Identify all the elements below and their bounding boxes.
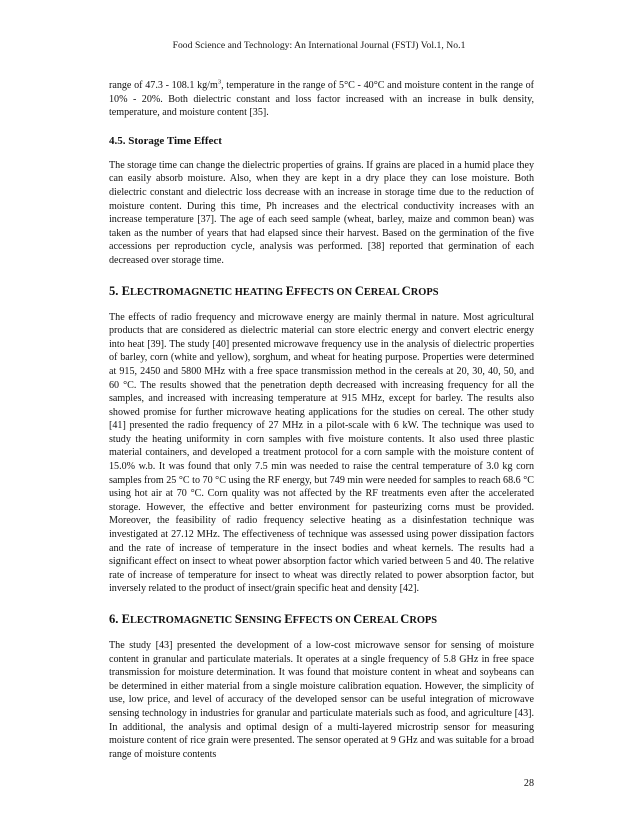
section-5-heading: 5. ELECTROMAGNETIC HEATING EFFECTS ON CEREAL CROPS: [109, 283, 439, 298]
running-header: Food Science and Technology: An International Journal (FSTJ) Vol.1, No.1: [172, 40, 466, 51]
section-6-heading: 6. ELECTROMAGNETIC SENSING EFFECTS ON CEREAL CROPS: [109, 612, 438, 626]
section-4-5-heading: 4.5. Storage Time Effect: [109, 134, 222, 147]
intro-text-a: range of 47.3 - 108.1 kg/m: [109, 80, 218, 91]
intro-text-b: , temperature in the range of 5°C - 40°C and moisture content in the range of 10% - 20%. Both dielectric constant and loss factor increased with an increase in bulk density, temperature, and moisture content [35].: [109, 80, 534, 119]
section-6-body: The study [43] presented the development of a low-cost microwave sensor for sensing of moisture content in granular and particulate materials. It operates at a single frequency of 5.8 GHz in free space transmission for moisture determination. It was found that moisture content in wheat and soybeans can be determined in either material from a single moisture calibration equation. However, the simplicity of use, low price, and level of accuracy of the developed sensor can be useful integration of microwave sensing technology in industries for granular and particulate materials such as food, and agriculture [43]. In additional, the analysis and optimal design of a multi-layered microstrip sensor for measuring moisture content of rice grain were presented. The sensor operated at 9 GHz and was suitable for a broad range of moisture contents: [109, 640, 534, 760]
page-content: [109, 79, 534, 761]
section-4-5-body: The storage time can change the dielectric properties of grains. If grains are placed in a humid place they can easily absorb moisture. Also, when they are kept in a dry place they can lose moisture. Both dielectric constant and dielectric loss decrease with an increase in storage time due to the reduction of moisture content. During this time, Ph increases and the electrical conductivity increases with an increase temperature [37]. The age of each seed sample (wheat, barley, maize and common bean) was taken as the number of years that had elapsed since their harvest. Based on the germination of the five accessions per reproduction cycle, analysis was performed. [38] reported that germination of each decreased over storage time.: [109, 159, 534, 266]
intro-paragraph: [109, 79, 534, 120]
section-5-body: The effects of radio frequency and microwave energy are mainly thermal in nature. Most agricultural products that are considered as dielectric material can store electric energy and convert electric energy into heat [39]. The study [40] presented microwave frequency use in the analysis of dielectric properties of barley, corn (white and yellow), sorghum, and wheat for heating purpose. Properties were determined at 915, 2450 and 5800 MHz with a free space transmission method in the cereals at 20, 30, 40, 50, and 60 °C. The results showed that the penetration depth decreased with increasing frequency for all the samples, and increased with increasing temperature at 915 MHz, except for barley. The results also showed promise for further microwave heating applications for the studies on cereal. The other study [41] presented the radio frequency of 27 MHz in a pilot-scale with 6 kW. The technique was used to study the heating uniformity in corn samples with five moisture contents. It also used three plastic material containers, and developed a treatment protocol for a corn sample with the moisture content of 15.0% w.b. It was found that only 7.5 min was needed to raise the central temperature of 3.0 kg corn samples from 25 °C to 70 °C using the RF energy, but 749 min were needed for samples to reach 68.6 °C using hot air at 70 °C. Corn quality was not affected by the RF treatments even after the accelerated storage. However, the effective and better environment for pasteurizing corns must be provided. Moreover, the feasibility of radio frequency selective heating as a disinfestation technique was investigated at 27.12 MHz. The effectiveness of technique was assessed using power dissipation factors and the rate of increase of temperature in the insect bodies and wheat kernels. The results had a significant effect on insect to wheat power absorption factor which varied between 5 and 40. The relative rate of increase of temperature for insect to wheat was directly related to power absorption factor, but inversely related to the product of insect/grain specific heat and density [42].: [109, 311, 534, 595]
page-number: 28: [523, 778, 534, 789]
superscript-3: 3: [217, 78, 222, 86]
